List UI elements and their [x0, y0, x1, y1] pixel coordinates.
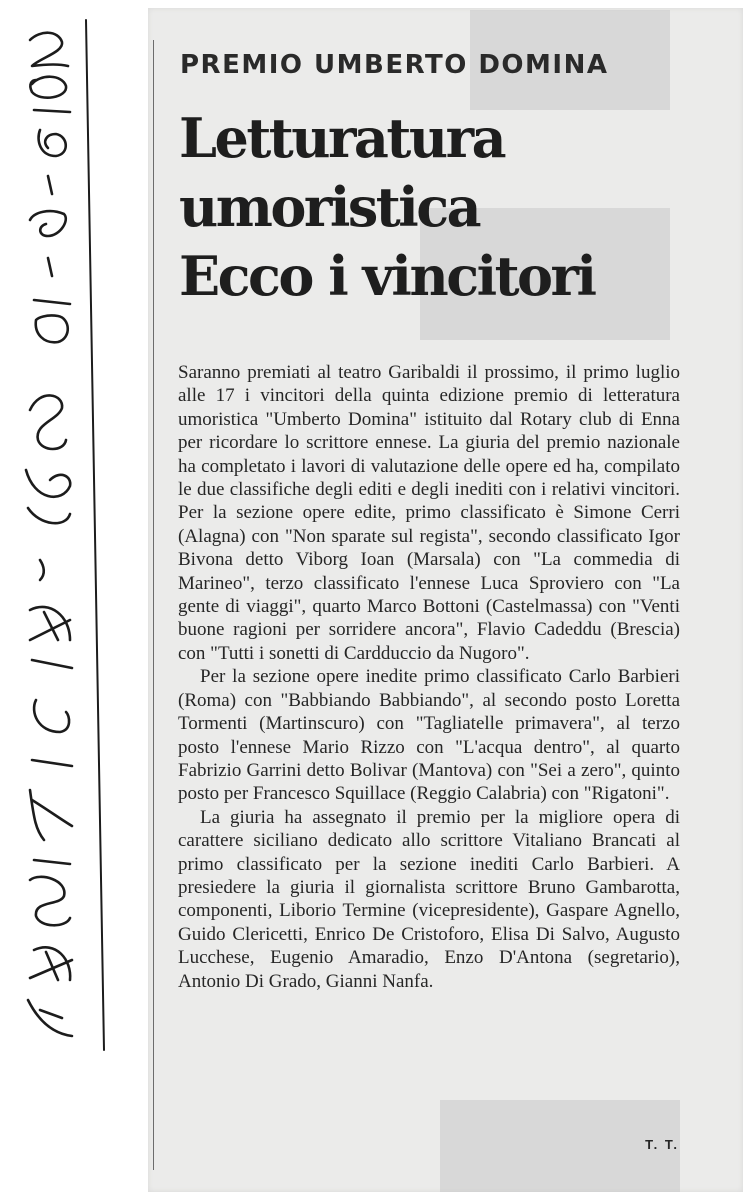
article-paragraph-3: La giuria ha assegnato il premio per la migliore opera di carattere siciliano dedicato allo scrittore Vitaliano Brancati al primo classificato per la sezione inediti Carlo Barbieri. A presiedere la giuria il giornalista scrittore Bruno Gambarotta, componenti, Liborio Termine (vicepresidente), Gaspare Agnello, Guido Clericetti, Enrico De Cristoforo, Elisa Di Salvo, Augusto Lucchese, Eugenio Amaradio, Enzo D'Antona (segretario), Antonio Di Grado, Gianni Nanfa.	[178, 806, 680, 992]
headline-line-2: umoristica	[179, 175, 480, 239]
article-paragraph-2: Per la sezione opere inedite primo classificato Carlo Barbieri (Roma) con "Babbiando Babbiando", al secondo posto Loretta Tormenti (Martinscuro) con "Tagliatelle primavera", al terzo posto l'ennese Mario Rizzo con "L'acqua dentro", al quarto Fabrizio Garrini detto Bolivar (Mantova) con "Sei a zero", quinto posto per Francesco Squillace (Reggio Calabria) con "Rigatoni".	[178, 666, 680, 805]
article-kicker: PREMIO UMBERTO DOMINA	[180, 50, 609, 80]
column-rule	[153, 40, 154, 1170]
author-signature: T. T.	[645, 1137, 679, 1152]
headline-line-3: Ecco i vincitori	[179, 244, 595, 308]
handwritten-date-note	[0, 0, 135, 1200]
article-headline	[179, 104, 699, 311]
article-body	[178, 361, 680, 993]
bleed-through-photo-bottom	[440, 1100, 680, 1192]
headline-line-1: Letturatura	[179, 106, 505, 170]
article-paragraph-1: Saranno premiati al teatro Garibaldi il prossimo, il primo luglio alle 17 i vincitori della quinta edizione premio di letteratura umoristica "Umberto Domina" istituito dal Rotary club di Enna per ricordare lo scrittore ennese. La giuria del premio nazionale ha completato i lavori di valutazione delle opere ed ha, compilato le due classifiche degli editi e degli inediti con i relativi vincitori. Per la sezione opere edite, primo classificato è Simone Cerri (Alagna) con "Non sparate sul regista", secondo classificato Igor Bivona detto Viborg Ioan (Marsala) con "La commedia di Marineo", terzo classificato l'ennese Luca Sproviero con "La gente di viaggi", quarto Marco Bottoni (Castelmassa) con "Venti buone ragioni per sorridere ancora", Flavio Cadeddu (Brescia) con "Tutti i sonetti di Cardduccio da Nugoro".	[178, 362, 680, 664]
